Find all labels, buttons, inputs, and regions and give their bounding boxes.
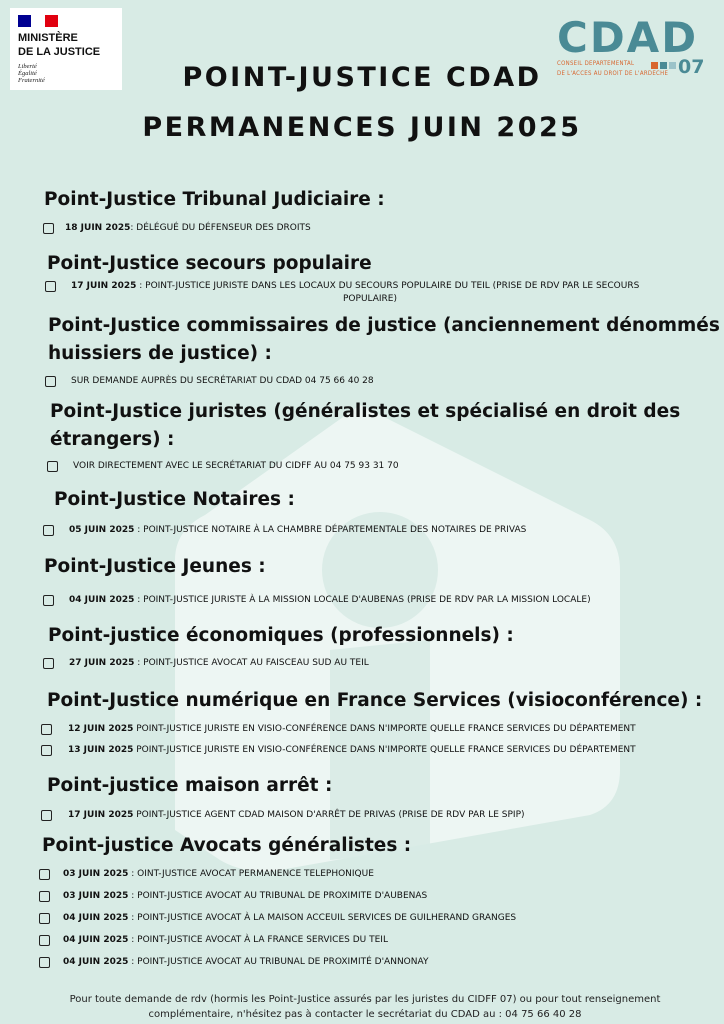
item-text: : OINT-JUSTICE AVOCAT PERMANENCE TELEPHONIQUE — [128, 869, 374, 879]
motto-liberte: Liberté — [18, 63, 37, 70]
item-date: 04 JUIN 2025 — [69, 595, 135, 605]
checkbox[interactable] — [41, 724, 52, 735]
checkbox[interactable] — [43, 525, 54, 536]
checkbox[interactable] — [41, 745, 52, 756]
section-heading-maison-arret: Point-justice maison arrêt : — [47, 775, 333, 796]
section-heading-juristes-2: étrangers) : — [50, 429, 175, 450]
section-heading-jeunes: Point-Justice Jeunes : — [44, 556, 266, 577]
item-text: : POINT-JUSTICE AVOCAT AU TRIBUNAL DE PROXIMITE D'AUBENAS — [128, 891, 428, 901]
checkbox[interactable] — [43, 658, 54, 669]
item-text: : POINT-JUSTICE JURISTE DANS LES LOCAUX DU SECOURS POPULAIRE DU TEIL (PRISE DE RDV PAR LE SECOURS — [136, 281, 640, 291]
section-heading-notaires: Point-Justice Notaires : — [54, 489, 295, 510]
item-text: : POINT-JUSTICE AVOCAT AU TRIBUNAL DE PROXIMITÉ D'ANNONAY — [128, 957, 429, 967]
motto-egalite: Égalité — [18, 70, 37, 77]
item-date: 04 JUIN 2025 — [63, 935, 129, 945]
item-text: : POINT-JUSTICE AVOCAT À LA FRANCE SERVICES DU TEIL — [128, 935, 388, 945]
item-text: POINT-JUSTICE AGENT CDAD MAISON D'ARRÊT DE PRIVAS (PRISE DE RDV PAR LE SPIP) — [133, 810, 525, 820]
section-heading-commissaires: Point-Justice commissaires de justice (anciennement dénommés — [48, 315, 720, 336]
item-text: VOIR DIRECTEMENT AVEC LE SECRÉTARIAT DU CIDFF AU 04 75 93 31 70 — [73, 461, 399, 471]
checkbox[interactable] — [41, 810, 52, 821]
footer-note — [40, 992, 690, 1022]
item-date: 18 JUIN 2025 — [65, 223, 131, 233]
item-text: : POINT-JUSTICE AVOCAT AU FAISCEAU SUD AU TEIL — [134, 658, 369, 668]
item-date: 12 JUIN 2025 — [68, 724, 134, 734]
footer-line2: complémentaire, n'hésitez pas à contacter le secrétariat du CDAD au : 04 75 66 40 28 — [148, 1009, 582, 1020]
ministere-line2: DE LA JUSTICE — [18, 46, 101, 58]
section-heading-secours: Point-Justice secours populaire — [47, 253, 372, 274]
item-text: : POINT-JUSTICE JURISTE À LA MISSION LOCALE D'AUBENAS (PRISE DE RDV PAR LA MISSION LOCALE) — [134, 595, 591, 605]
checkbox[interactable] — [39, 891, 50, 902]
item-text: : POINT-JUSTICE NOTAIRE À LA CHAMBRE DÉPARTEMENTALE DES NOTAIRES DE PRIVAS — [134, 525, 527, 535]
checkbox[interactable] — [47, 461, 58, 472]
item-date: 27 JUIN 2025 — [69, 658, 135, 668]
checkbox[interactable] — [39, 869, 50, 880]
checkbox[interactable] — [45, 281, 56, 292]
section-heading-numerique: Point-Justice numérique en France Services (visioconférence) : — [47, 690, 703, 711]
item-date: 03 JUIN 2025 — [63, 869, 129, 879]
item-date: 13 JUIN 2025 — [68, 745, 134, 755]
item-text: : DÉLÉGUÉ DU DÉFENSEUR DES DROITS — [130, 223, 311, 233]
item-date: 04 JUIN 2025 — [63, 957, 129, 967]
checkbox[interactable] — [43, 223, 54, 234]
item-date: 17 JUIN 2025 — [68, 810, 134, 820]
section-heading-avocats: Point-justice Avocats généralistes : — [42, 835, 412, 856]
ministere-line1: MINISTÈRE — [18, 32, 78, 44]
checkbox[interactable] — [43, 595, 54, 606]
cdad-letters: CDAD — [557, 13, 699, 62]
cdad-subtitle-1: CONSEIL DEPARTEMENTAL — [557, 60, 635, 67]
motto-fraternite: Fraternité — [18, 77, 45, 84]
footer-line1: Pour toute demande de rdv (hormis les Point-Justice assurés par les juristes du CIDFF 07) ou pour tout renseignement — [69, 994, 661, 1005]
item-text: SUR DEMANDE AUPRÈS DU SECRÉTARIAT DU CDAD 04 75 66 40 28 — [71, 376, 374, 386]
checkbox[interactable] — [45, 376, 56, 387]
item-text-continued: POPULAIRE) — [343, 294, 398, 304]
section-heading-juristes: Point-Justice juristes (généralistes et spécialisé en droit des — [50, 401, 681, 422]
section-heading-commissaires-2: huissiers de justice) : — [48, 343, 272, 364]
item-date: 03 JUIN 2025 — [63, 891, 129, 901]
section-heading-economiques: Point-justice économiques (professionnels) : — [48, 625, 514, 646]
item-date: 04 JUIN 2025 — [63, 913, 129, 923]
item-text: POINT-JUSTICE JURISTE EN VISIO-CONFÉRENCE DANS N'IMPORTE QUELLE FRANCE SERVICES DU DÉPARTEMENT — [133, 724, 636, 734]
cdad-subtitle-2: DE L'ACCES AU DROIT DE L'ARDECHE — [557, 70, 669, 77]
checkbox[interactable] — [39, 957, 50, 968]
checkbox[interactable] — [39, 935, 50, 946]
marianne-flag-icon — [18, 15, 58, 27]
item-date: 05 JUIN 2025 — [69, 525, 135, 535]
item-text: : POINT-JUSTICE AVOCAT À LA MAISON ACCEUIL SERVICES DE GUILHERAND GRANGES — [128, 913, 517, 923]
page-title-line2: PERMANENCES JUIN 2025 — [142, 112, 582, 143]
item-text: POINT-JUSTICE JURISTE EN VISIO-CONFÉRENCE DANS N'IMPORTE QUELLE FRANCE SERVICES DU DÉPARTEMENT — [133, 745, 636, 755]
page-title-line1: POINT-JUSTICE CDAD — [182, 62, 542, 93]
cdad-number: 07 — [678, 56, 705, 78]
section-heading-tribunal: Point-Justice Tribunal Judiciaire : — [44, 189, 385, 210]
item-date: 17 JUIN 2025 — [71, 281, 137, 291]
checkbox[interactable] — [39, 913, 50, 924]
